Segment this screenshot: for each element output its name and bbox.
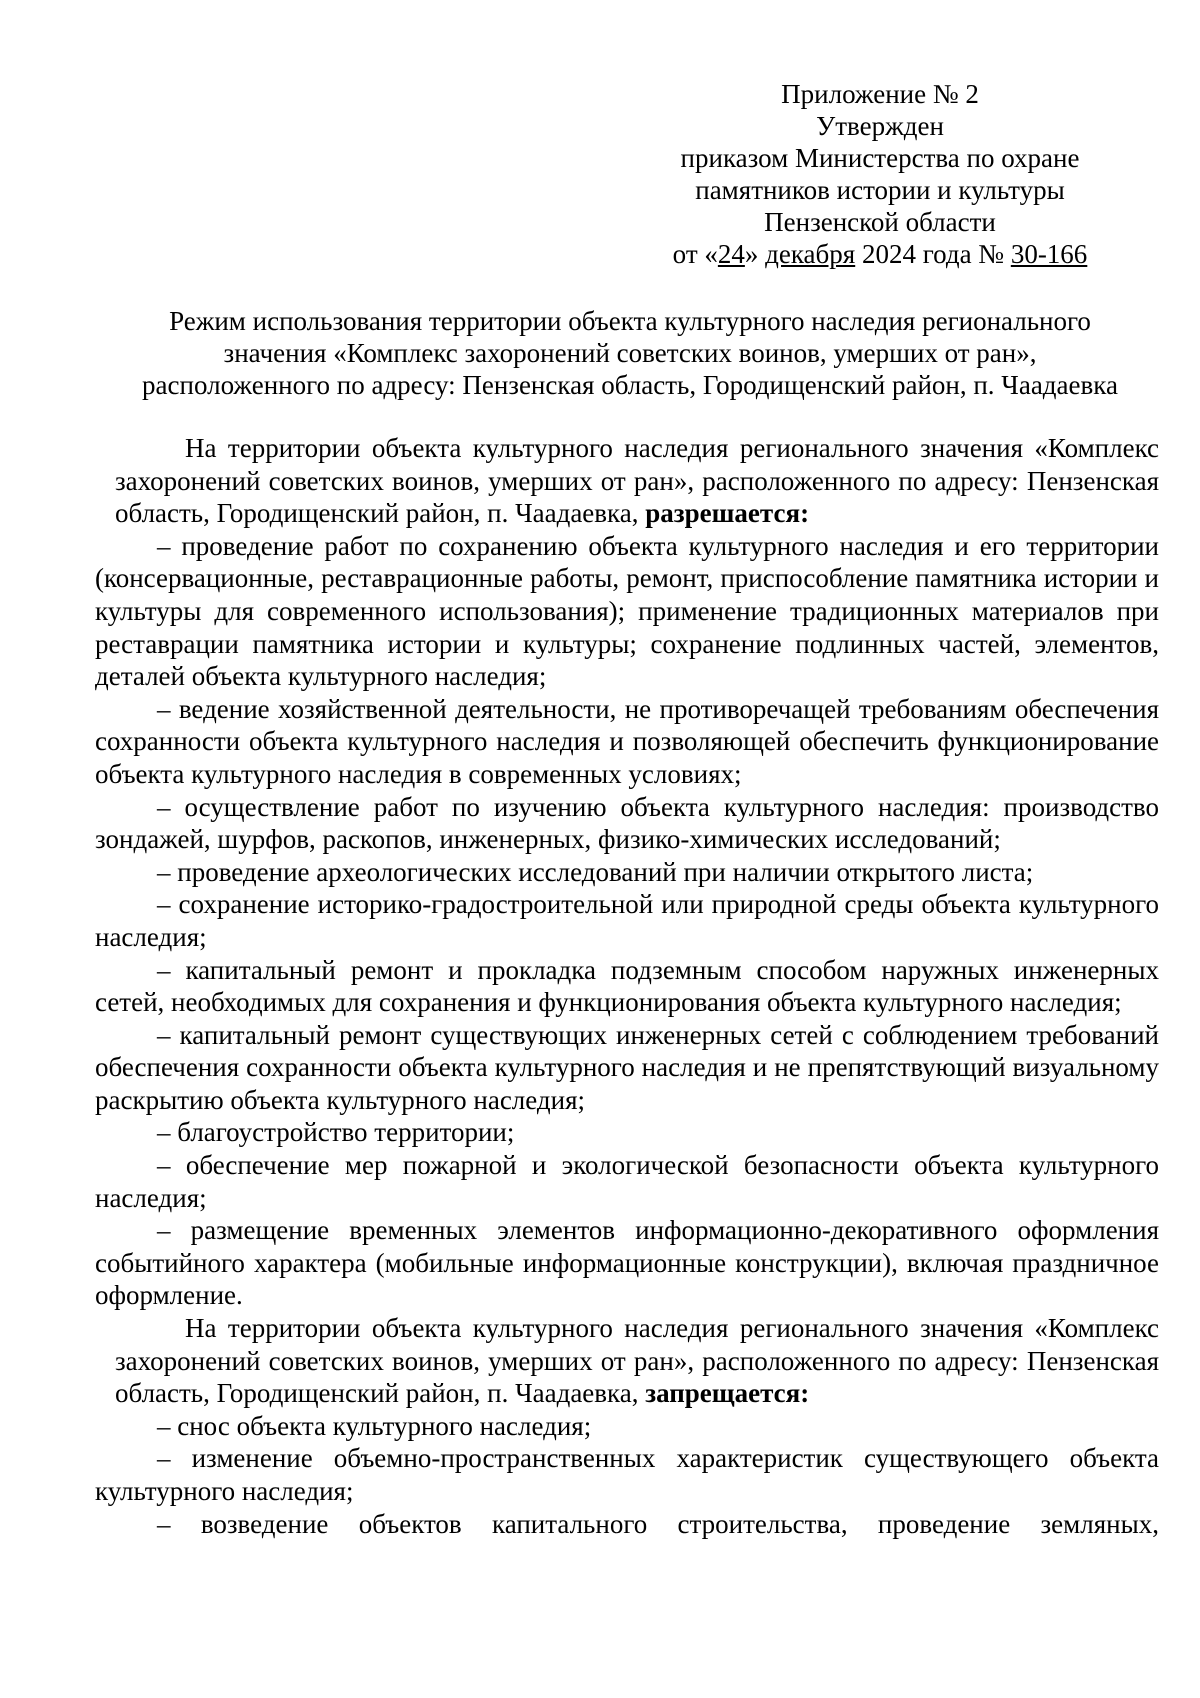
approved-label: Утвержден	[816, 111, 944, 141]
approved-by-line: памятников истории и культуры	[695, 175, 1065, 205]
allowed-keyword: разрешается:	[645, 498, 810, 529]
forbidden-intro-text: На территории объекта культурного наследия регионального значения «Комплекс захоронений советских воинов, умерших от ран», расположенного по адресу: Пензенская область, Городищенский район, п. Чаадаевка,	[115, 1313, 1159, 1409]
list-item: – капитальный ремонт существующих инженерных сетей с соблюдением требований обеспечения сохранности объекта культурного наследия и не препятствующий визуальному раскрытию объекта культурного наследия;	[95, 1019, 1159, 1115]
approval-block	[640, 78, 1120, 270]
list-item: – ведение хозяйственной деятельности, не противоречащей требованиям обеспечения сохранности объекта культурного наследия и позволяющей обеспечить функционирование объекта культурного наследия в современных условиях;	[95, 693, 1159, 789]
list-item: – снос объекта культурного наследия;	[157, 1410, 592, 1441]
title-line: значения «Комплекс захоронений советских воинов, умерших от ран»,	[223, 338, 1037, 368]
list-item: – обеспечение мер пожарной и экологической безопасности объекта культурного наследия;	[95, 1150, 1159, 1213]
list-item: – благоустройство территории;	[157, 1117, 515, 1148]
approved-by-line: Пензенской области	[764, 207, 996, 237]
forbidden-intro-paragraph	[95, 1312, 1159, 1410]
date-month: декабря	[765, 239, 856, 269]
list-item: – осуществление работ по изучению объекта культурного наследия: производство зондажей, шурфов, раскопов, инженерных, физико-химических исследований;	[95, 791, 1159, 855]
document-body	[95, 432, 1159, 1540]
title-line: расположенного по адресу: Пензенская область, Городищенский район, п. Чаадаевка	[142, 370, 1118, 400]
order-number: 30-166	[1010, 239, 1088, 269]
order-date-line	[640, 238, 1120, 270]
title-line: Режим использования территории объекта культурного наследия регионального	[169, 306, 1091, 336]
appendix-number: Приложение № 2	[781, 79, 979, 109]
date-day: 24	[717, 239, 745, 269]
forbidden-keyword: запрещается:	[645, 1378, 810, 1409]
allowed-intro-paragraph	[95, 432, 1159, 530]
list-item: – проведение работ по сохранению объекта культурного наследия и его территории (консервационные, реставрационные работы, ремонт, приспособление памятника истории и культуры для современного использования); применение традиционных материалов при реставрации памятника истории и культуры; сохранение подлинных частей, элементов, деталей объекта культурного наследия;	[95, 530, 1159, 692]
date-prefix: от «	[672, 239, 718, 269]
list-item: – капитальный ремонт и прокладка подземным способом наружных инженерных сетей, необходимых для сохранения и функционирования объекта культурного наследия;	[95, 954, 1159, 1018]
list-item: – возведение объектов капитального строительства, проведение земляных,	[157, 1508, 1159, 1539]
list-item: – сохранение историко-градостроительной или природной среды объекта культурного наследия;	[95, 889, 1159, 952]
document-title	[100, 305, 1160, 401]
list-item: – размещение временных элементов информационно-декоративного оформления событийного характера (мобильные информационные конструкции), включая праздничное оформление.	[95, 1215, 1159, 1311]
date-year: 2024 года №	[855, 239, 1011, 269]
list-item: – изменение объемно-пространственных характеристик существующего объекта культурного наследия;	[95, 1443, 1159, 1506]
date-mid: »	[744, 239, 766, 269]
list-item: – проведение археологических исследований при наличии открытого листа;	[157, 856, 1034, 887]
approved-by-line: приказом Министерства по охране	[680, 143, 1080, 173]
allowed-intro-text: На территории объекта культурного наследия регионального значения «Комплекс захоронений советских воинов, умерших от ран», расположенного по адресу: Пензенская область, Городищенский район, п. Чаадаевка,	[115, 433, 1159, 529]
